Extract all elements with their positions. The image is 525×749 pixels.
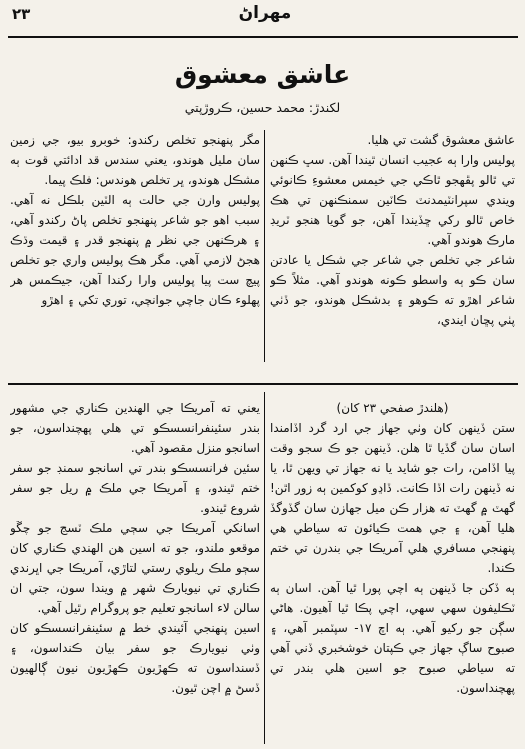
paragraph: اسين پنهنجي آئيندي خط ۾ سئينفرانسسڪو کان وٺي نيويارڪ جو سفر بيان ڪنداسون، ۽ ڏسنداسون ته ڪهڙيون ڪهڙيون نيون ڳالهيون ڏسڻ ۾ اچن ٿيون. <box>10 621 260 695</box>
paragraph: سئين فرانسسڪو بندر تي اسانجو سمنڊ جو سفر ختم ٿيندو، ۽ آمريڪا جي ملڪ ۾ ريل جو سفر شروع ٿيندو. <box>10 461 260 515</box>
article-title: عاشق معشوق <box>174 60 351 89</box>
paragraph: مگر پنهنجو تخلص رکندو: خوبرو بيو، جي زمين سان مليل هوندو، يعني سندس قد ادائتي قوت ٻه مشڪل هوندو، ڀر تخلص هوندس: فلڪ پيما. <box>10 133 260 187</box>
header-rule <box>8 36 518 38</box>
column-divider-bottom <box>264 392 265 744</box>
paragraph: يعني ته آمريڪا جي الهندين ڪناري جي مشهور بندر سئينفرانسسڪو تي هلي پهچنداسون، جو اسانجو منزل مقصود آهي. <box>10 401 260 455</box>
article-author: لکندڙ: محمد حسين، ڪروڙپتي <box>184 100 341 115</box>
article-column-right-bottom <box>270 398 515 748</box>
article-column-left-top <box>10 130 260 357</box>
paragraph: ستن ڏينهن کان وٺي جهاز جي ارد گرد اڏامندا اسان سان گڏيا ٿا هلن. ڏينهن جو ڪ سجو وقت پيا اڏامن، رات جو شايد يا نه جهاز تي ويهن ٿا، يا نه ڏينهن رات اڏا ڪانت. ڏاڍو کوکمين ٻه زور اٿن! گهٽ ۾ گهٽ ته هزار ڪن ميل جهازن سان گڏوگڏ هليا آهن، ۽ جي همت ڪيائون ته سياطي هي پنهنجي مسافري هلي آمريڪا جي بندرن تي ختم ڪندا. <box>270 421 515 575</box>
column-divider-top <box>264 130 265 362</box>
journal-name: مهراڻ <box>238 3 292 23</box>
continuation-note: (هلندڙ صفحي ٢٣ کان) <box>336 401 449 415</box>
paragraph: پوليس وارن جي حالت ٻه الٽين بلڪل نه آهي. سبب اهو جو شاعر پنهنجو تخلص پاڻ رکندو آهي، ۽ هرڪنهن جي نظر ۾ پنهنجو قدر ۽ قيمت وڌڪ هجڻ لازمي آهي. مگر هڪ پوليس واري جو تخلص پيچ ست پيا پوليس وارا رکندا آهن، جيڪمس هر پهلوء ڪان جاچي جوانچي، توري تکي ۽ اهڙو <box>10 193 260 307</box>
paragraph: عاشق معشوق گشت تي هليا. <box>367 133 515 147</box>
page-number: ٢٣ <box>12 5 31 23</box>
article-column-left-bottom <box>10 398 260 748</box>
paragraph: شاعر جي تخلص جي شاعر جي شڪل يا عادتن سان ڪو ٻه واسطو ڪونه هوندو آهي. مثلاً ڪو شاعر اهڙو ته ڪوهو ۽ بدشڪل هوندو، جو ڏٺي پٺي پڇان ايندي، <box>270 253 515 327</box>
section-rule <box>8 383 518 385</box>
paragraph: اسانکي آمريڪا جي سڄي ملڪ ٽسڃ جو چڱو موقعو ملندو، جو ته اسين هن الهندي ڪناري کان سڄو ملڪ ريلوي رستي لتاڙي، آمريڪا جي اڀرندي ڪناري تي نيويارڪ شهر ۾ ويندا سون، جتي ان سالن لاء اسانجو تعليم جو پروگرام رٿيل آهي. <box>10 521 260 615</box>
paragraph: ٻه ڏکن جا ڏينهن ٻه اچي پورا ٿيا آهن. اسان ٻه ٽڪليفون سهي سهي، اچي پڪا ٿيا آهيون. هاڻي سڳن جو رکيو آهي. ٻه اچ ١٧- سپٽمبر آهي، ۽ صبوح ساڳ جهاز جي ڪپتان خوشخبري ڏني آهي ته سياطي صبوح جو اسين هلي بندر تي پهچنداسون. <box>270 581 515 695</box>
paragraph: پوليس وارا ٻه عجيب انسان ٿيندا آهن. سڀ ڪنهن تي ٿالو پڦهجو ٿاڪي جي خيمس معشوءِ ڪانوئي ويندي سپرانٽيمدنٽ ڪاٽين سمنڪنهن تي هڪ خاص ٿالو رکي ڇڏيندا آهن، جو گويا هنجو ٽريڊ مارڪ هوندو آهي. <box>270 153 515 247</box>
article-column-right-top <box>270 130 515 357</box>
page-header <box>0 0 525 34</box>
